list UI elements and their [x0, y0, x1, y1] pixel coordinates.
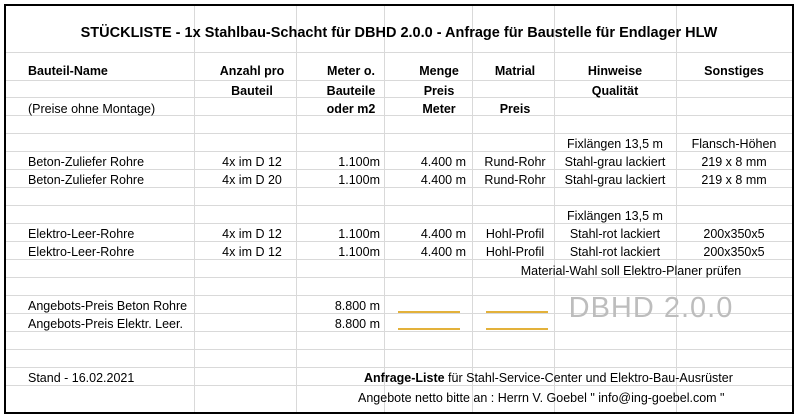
grid-row-line	[6, 367, 792, 368]
cell-meter: 1.100m	[338, 227, 380, 241]
header-hinweise-2: Qualität	[591, 84, 639, 98]
cell-menge: 4.400 m	[420, 245, 466, 259]
offer-price-underline	[398, 311, 460, 313]
hint-fixlaengen: Fixlängen 13,5 m	[567, 209, 663, 223]
price-note: (Preise ohne Montage)	[28, 102, 156, 116]
cell-sonstiges: 200x350x5	[703, 227, 765, 241]
cell-anzahl: 4x im D 20	[222, 173, 282, 187]
header-meter-2: Bauteile	[326, 84, 376, 98]
cell-menge: 4.400 m	[420, 173, 466, 187]
grid-col-line	[194, 6, 195, 412]
cell-material: Rund-Rohr	[484, 173, 546, 187]
cell-anzahl: 4x im D 12	[222, 245, 282, 259]
offer-price-underline	[398, 328, 460, 330]
spreadsheet-sheet	[4, 4, 794, 414]
header-material-2: Preis	[499, 102, 531, 116]
header-meter: Meter o.	[327, 64, 375, 78]
header-anzahl: Anzahl pro	[219, 64, 285, 78]
anfrage-text: für Stahl-Service-Center und Elektro-Bau-Ausrüster	[444, 371, 733, 385]
cell-hinweise: Stahl-rot lackiert	[569, 245, 661, 259]
header-menge-2: Preis	[423, 84, 455, 98]
page-title: STÜCKLISTE - 1x Stahlbau-Schacht für DBHD 2.0.0 - Anfrage für Baustelle für Endlager HLW	[80, 25, 718, 41]
header-menge-3: Meter	[422, 102, 456, 116]
header-menge: Menge	[419, 64, 459, 78]
header-hinweise: Hinweise	[587, 64, 643, 78]
offer-material-underline	[486, 328, 548, 330]
offer-label: Angebots-Preis Beton Rohre	[28, 299, 188, 313]
cell-anzahl: 4x im D 12	[222, 155, 282, 169]
cell-name: Beton-Zuliefer Rohre	[28, 173, 145, 187]
grid-col-line	[676, 6, 677, 412]
cell-name: Beton-Zuliefer Rohre	[28, 155, 145, 169]
dbhd-watermark: DBHD 2.0.0	[568, 292, 734, 324]
header-bauteil-name: Bauteil-Name	[28, 64, 108, 78]
anfrage-line	[364, 369, 733, 387]
hint-fixlaengen: Fixlängen 13,5 m	[567, 137, 663, 151]
grid-row-line	[6, 349, 792, 350]
cell-menge: 4.400 m	[420, 155, 466, 169]
cell-hinweise: Stahl-grau lackiert	[564, 173, 666, 187]
cell-hinweise: Stahl-grau lackiert	[564, 155, 666, 169]
offer-label: Angebots-Preis Elektr. Leer.	[28, 317, 183, 331]
cell-name: Elektro-Leer-Rohre	[28, 227, 135, 241]
cell-sonstiges: 219 x 8 mm	[701, 173, 767, 187]
cell-material: Hohl-Profil	[485, 227, 545, 241]
hint-flansch-hoehen: Flansch-Höhen	[691, 137, 777, 151]
grid-row-line	[6, 80, 792, 81]
grid-row-line	[6, 52, 792, 53]
grid-row-line	[6, 205, 792, 206]
cell-menge: 4.400 m	[420, 227, 466, 241]
cell-hinweise: Stahl-rot lackiert	[569, 227, 661, 241]
header-meter-3: oder m2	[326, 102, 376, 116]
contact-line: Angebote netto bitte an : Herrn V. Goebel " info@ing-goebel.com "	[358, 391, 725, 405]
cell-meter: 1.100m	[338, 173, 380, 187]
stand-date: Stand - 16.02.2021	[28, 371, 135, 385]
cell-sonstiges: 219 x 8 mm	[701, 155, 767, 169]
header-material: Matrial	[494, 64, 536, 78]
offer-value: 8.800 m	[334, 317, 380, 331]
cell-meter: 1.100m	[338, 245, 380, 259]
anfrage-label: Anfrage-Liste	[364, 371, 445, 385]
header-sonstiges: Sonstiges	[704, 64, 764, 78]
offer-value: 8.800 m	[334, 299, 380, 313]
cell-name: Elektro-Leer-Rohre	[28, 245, 135, 259]
header-anzahl-2: Bauteil	[231, 84, 273, 98]
grid-row-line	[6, 133, 792, 134]
material-note: Material-Wahl soll Elektro-Planer prüfen	[520, 264, 742, 278]
cell-material: Hohl-Profil	[485, 245, 545, 259]
cell-anzahl: 4x im D 12	[222, 227, 282, 241]
cell-sonstiges: 200x350x5	[703, 245, 765, 259]
cell-material: Rund-Rohr	[484, 155, 546, 169]
cell-meter: 1.100m	[338, 155, 380, 169]
